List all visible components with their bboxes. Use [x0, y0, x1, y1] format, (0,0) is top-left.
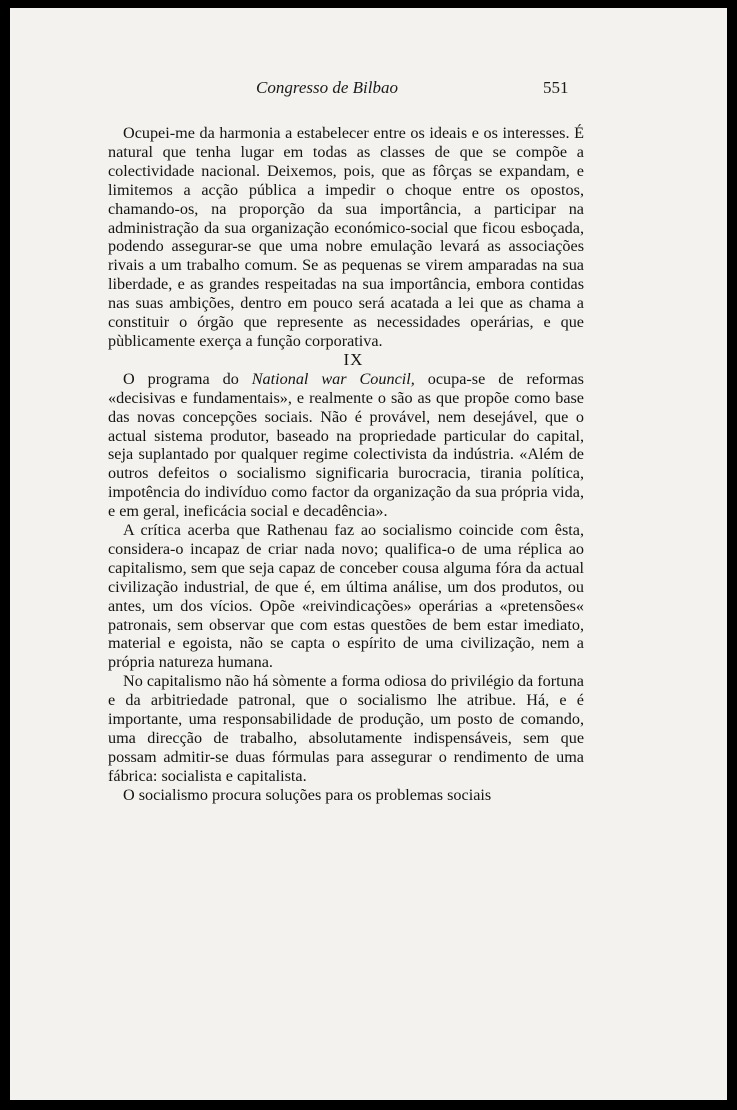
paragraph-4: No capitalismo não há sòmente a forma odiosa do privilégio da fortuna e da arbitriedade patronal, que o socialismo lhe atribue. Há, e é importante, uma responsabilidade de produção, um posto de comando, uma direcção de trabalho, absolutamente indispensáveis, sem que possam admitir-se duas fórmulas para assegurar o rendimento de uma fábrica: socialista e capitalista.	[108, 672, 584, 785]
paragraph-2-italic: National war Council,	[251, 369, 415, 388]
paragraph-2-start: O programa do	[123, 369, 252, 388]
paragraph-5: O socialismo procura soluções para os problemas sociais	[123, 785, 492, 804]
running-head	[10, 78, 727, 102]
page-number: 551	[543, 78, 569, 97]
body-text	[108, 124, 584, 805]
paragraph-1: Ocupei-me da harmonia a estabelecer entre os ideais e os interesses. É natural que tenha lugar em todas as classes de que se compõe a colectividade nacional. Deixemos, pois, que as fôrças se expandam, e limitemos a acção pública a impedir o choque entre os opostos, chamando-os, na proporção da sua importância, a participar na administração da sua organização económico-social que ficou esboçada, podendo assegurar-se que uma nobre emulação levará as associações rivais a um trabalho comum. Se as pequenas se virem amparadas na sua liberdade, e as grandes respeitadas na sua importância, embora contidas nas suas ambições, dentro em pouco será acatada a lei que as chama a constituir o órgão que represente as necessidades operárias, e que pùblicamente exerça a função corporativa.	[108, 124, 584, 350]
section-heading: IX	[343, 349, 364, 369]
running-title: Congresso de Bilbao	[256, 78, 398, 97]
paragraph-3: A crítica acerba que Rathenau faz ao socialismo coincide com êsta, considera-o incapaz de criar nada novo; qualifica-o de uma réplica ao capitalismo, sem que seja capaz de conceber cousa alguma fóra da actual civilização industrial, de que é, em última análise, um dos produtos, ou antes, um dos vícios. Opõe «reivindicações» operárias a «pretensões« patronais, sem observar que com estas questões de bem estar imediato, material e egoista, não se capta o espírito de uma civilização, nem a própria natureza humana.	[108, 521, 584, 672]
paragraph-2-rest: ocupa-se de reformas «decisivas e fundamentais», e realmente o são as que propõe como base das novas concepções sociais. Não é provável, nem desejável, que o actual sistema produtor, baseado na propriedade particular do capital, seja suplantado por qualquer regime colectivista da indústria. «Além de outros defeitos o socialismo significaria burocracia, tirania política, impotência do indivíduo como factor da organização da sua própria vida, e em geral, ineficácia social e decadência».	[108, 369, 584, 521]
book-page	[10, 8, 727, 1100]
paragraph-2	[108, 370, 584, 521]
